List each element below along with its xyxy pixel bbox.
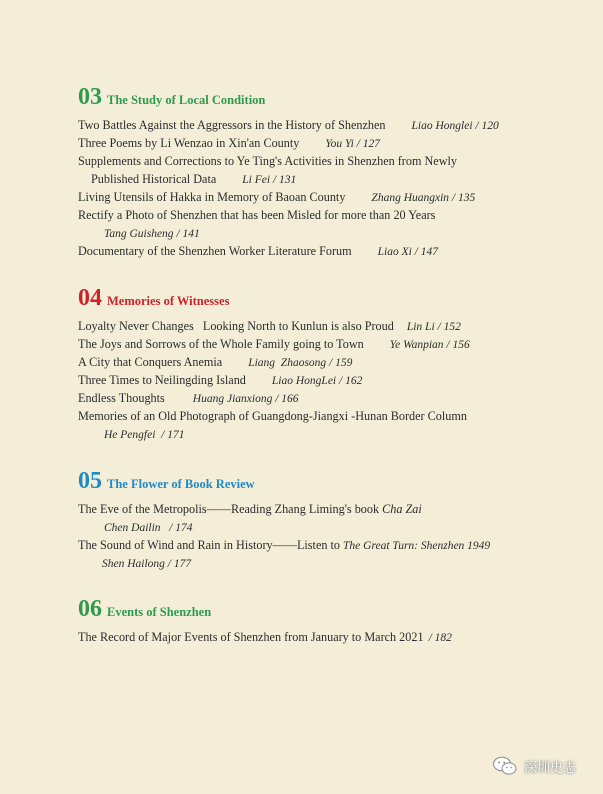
entry-title-italic: Cha Zai — [382, 502, 422, 516]
section-title: The Flower of Book Review — [107, 477, 255, 491]
entry-author: Li Fei / 131 — [242, 174, 297, 186]
entry-author: You Yi / 127 — [325, 138, 380, 150]
entry-title: Living Utensils of Hakka in Memory of Baoan County — [78, 190, 346, 204]
entry-title: The Eve of the Metropolis——Reading Zhang Liming's book — [78, 502, 380, 516]
entry-title: Memories of an Old Photograph of Guangdong-Jiangxi -Hunan Border Column — [78, 409, 467, 423]
toc-entry[interactable] — [78, 318, 461, 335]
section-number: 04 — [78, 285, 102, 311]
wechat-icon — [492, 756, 518, 776]
entry-author: Liao Xi / 147 — [377, 246, 438, 258]
toc-entry[interactable] — [78, 408, 467, 424]
toc-entry[interactable] — [78, 390, 299, 407]
entry-title: Three Times to Neilingding Island — [78, 373, 246, 387]
toc-entry[interactable] — [78, 354, 352, 371]
entry-title: Rectify a Photo of Shenzhen that has been Misled for more than 20 Years — [78, 208, 436, 222]
toc-entry[interactable] — [78, 537, 490, 554]
entry-title: Supplements and Corrections to Ye Ting's Activities in Shenzhen from Newly — [78, 154, 457, 168]
entry-title: The Record of Major Events of Shenzhen from January to March 2021 — [78, 630, 424, 644]
entry-author: / 182 — [428, 632, 452, 644]
section-heading — [78, 84, 265, 111]
entry-author: Liang Zhaosong / 159 — [248, 357, 353, 369]
watermark — [492, 756, 576, 776]
entry-author: Huang Jianxiong / 166 — [192, 393, 299, 405]
entry-title-italic: The Great Turn: Shenzhen 1949 — [343, 540, 491, 552]
toc-entry[interactable] — [78, 372, 362, 389]
toc-entry[interactable] — [78, 153, 457, 169]
watermark-text: 深圳史志 — [524, 760, 577, 776]
entry-author: He Pengfei / 171 — [104, 429, 185, 441]
section-heading — [78, 285, 229, 312]
toc-entry-continued — [104, 426, 184, 443]
entry-title: Three Poems by Li Wenzao in Xin'an County — [78, 136, 300, 150]
entry-author: Ye Wanpian / 156 — [389, 339, 470, 351]
toc-entry[interactable] — [78, 135, 380, 152]
toc-entry[interactable] — [78, 207, 435, 223]
toc-entry-continued — [102, 555, 191, 572]
toc-entry[interactable] — [78, 243, 438, 260]
entry-author: Chen Dailin / 174 — [104, 522, 193, 534]
section-number: 06 — [78, 596, 102, 622]
entry-author: Zhang Huangxin / 135 — [371, 192, 476, 204]
entry-author: Tang Guisheng / 141 — [104, 228, 200, 240]
entry-title: A City that Conquers Anemia — [78, 355, 223, 369]
entry-title-line2: Published Historical Data — [91, 172, 217, 186]
section-number: 03 — [78, 84, 102, 110]
toc-entry-continued — [104, 519, 193, 536]
toc-entry[interactable] — [78, 501, 422, 517]
entry-title: The Joys and Sorrows of the Whole Family going to Town — [78, 337, 364, 351]
entry-author: Liao Honglei / 120 — [411, 120, 499, 132]
section-title: Memories of Witnesses — [107, 294, 230, 308]
section-title: Events of Shenzhen — [107, 605, 212, 619]
section-heading — [78, 468, 255, 495]
entry-author: Shen Hailong / 177 — [102, 558, 192, 570]
entry-title: Documentary of the Shenzhen Worker Literature Forum — [78, 244, 352, 258]
toc-entry-continued[interactable] — [91, 171, 296, 188]
entry-title: The Sound of Wind and Rain in History——Listen to — [78, 538, 340, 552]
section-number: 05 — [78, 468, 102, 494]
toc-entry-continued — [104, 225, 200, 242]
entry-author: Lin Li / 152 — [406, 321, 461, 333]
entry-title: Endless Thoughts — [78, 391, 165, 405]
toc-entry[interactable] — [78, 189, 475, 206]
toc-entry[interactable] — [78, 117, 499, 134]
entry-title: Two Battles Against the Aggressors in the History of Shenzhen — [78, 118, 386, 132]
entry-title: Loyalty Never Changes Looking North to Kunlun is also Proud — [78, 319, 394, 333]
toc-entry[interactable] — [78, 629, 452, 646]
entry-author: Liao HongLei / 162 — [271, 375, 363, 387]
section-title: The Study of Local Condition — [107, 93, 266, 107]
section-heading — [78, 596, 211, 623]
toc-entry[interactable] — [78, 336, 470, 353]
